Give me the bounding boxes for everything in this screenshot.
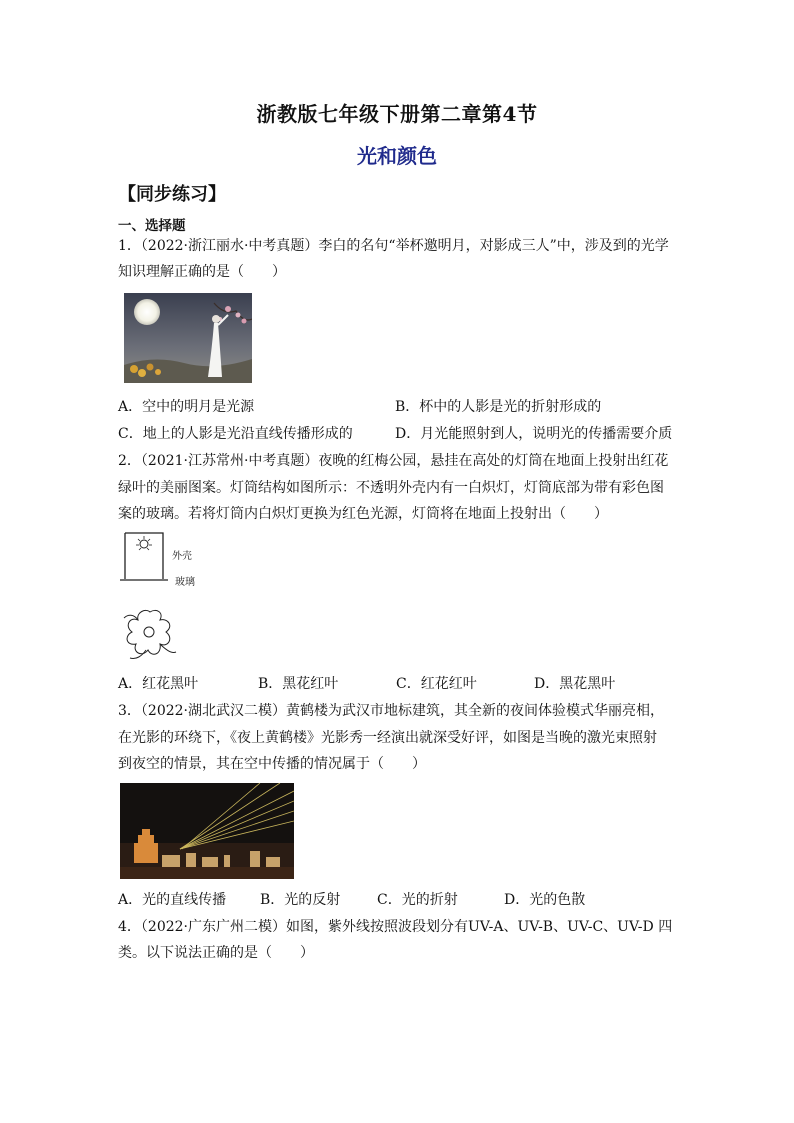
q3-option-c: C．光的折射 bbox=[377, 892, 458, 908]
q2-line-1: 2．（2021·江苏常州·中考真题）夜晚的红梅公园，悬挂在高处的灯筒在地面上投射出红花 bbox=[118, 453, 669, 469]
q3-line-2: 在光影的环绕下，《夜上黄鹤楼》光影秀一经演出就深受好评，如图是当晚的激光束照射 bbox=[118, 730, 657, 746]
q2-option-a: A．红花黑叶 bbox=[118, 676, 199, 692]
q3-line-3: 到夜空的情景，其在空中传播的情况属于（ ） bbox=[118, 756, 426, 772]
q2-option-c: C．红花红叶 bbox=[396, 676, 477, 692]
q2-option-b: B．黑花红叶 bbox=[258, 676, 339, 692]
figure-label-glass: 玻璃 bbox=[175, 577, 195, 588]
page-title: 浙教版七年级下册第二章第4节 bbox=[256, 102, 538, 126]
q1-line-1: 1．（2022·浙江丽水·中考真题）李白的名句“举杯邀明月，对影成三人”中，涉及到的光学 bbox=[118, 238, 669, 254]
q1-line-2: 知识理解正确的是（ ） bbox=[118, 264, 286, 280]
q1-option-d: D．月光能照射到人，说明光的传播需要介质 bbox=[395, 426, 673, 442]
laser-night-photo bbox=[120, 783, 294, 879]
q2-line-2: 绿叶的美丽图案。灯筒结构如图所示：不透明外壳内有一白炽灯，灯筒底部为带有彩色图 bbox=[118, 480, 664, 496]
q3-option-d: D．光的色散 bbox=[504, 892, 586, 908]
section-label: 【同步练习】 bbox=[118, 184, 226, 205]
moon-night-illustration bbox=[124, 293, 252, 383]
q1-option-c: C．地上的人影是光沿直线传播形成的 bbox=[118, 426, 353, 442]
q2-line-3: 案的玻璃。若将灯筒内白炽灯更换为红色光源，灯筒将在地面上投射出（ ） bbox=[118, 506, 608, 522]
part-heading: 一、选择题 bbox=[118, 218, 186, 234]
lamp-tube-diagram bbox=[118, 531, 170, 583]
figure-label-shell: 外壳 bbox=[172, 551, 192, 562]
page-subtitle: 光和颜色 bbox=[357, 144, 437, 168]
q1-option-a: A．空中的明月是光源 bbox=[118, 399, 255, 415]
q3-line-1: 3．（2022·湖北武汉二模）黄鹤楼为武汉市地标建筑，其全新的夜间体验模式华丽亮相， bbox=[118, 703, 664, 719]
q4-line-2: 类。以下说法正确的是（ ） bbox=[118, 945, 314, 961]
flower-pattern-diagram bbox=[120, 606, 180, 664]
q3-option-a: A．光的直线传播 bbox=[118, 892, 227, 908]
q3-option-b: B．光的反射 bbox=[260, 892, 341, 908]
q4-line-1: 4．（2022·广东广州二模）如图，紫外线按照波段划分有UV-A、UV-B、UV-C、UV-D 四 bbox=[118, 919, 673, 935]
q2-option-d: D．黑花黑叶 bbox=[534, 676, 616, 692]
q1-option-b: B．杯中的人影是光的折射形成的 bbox=[395, 399, 602, 415]
